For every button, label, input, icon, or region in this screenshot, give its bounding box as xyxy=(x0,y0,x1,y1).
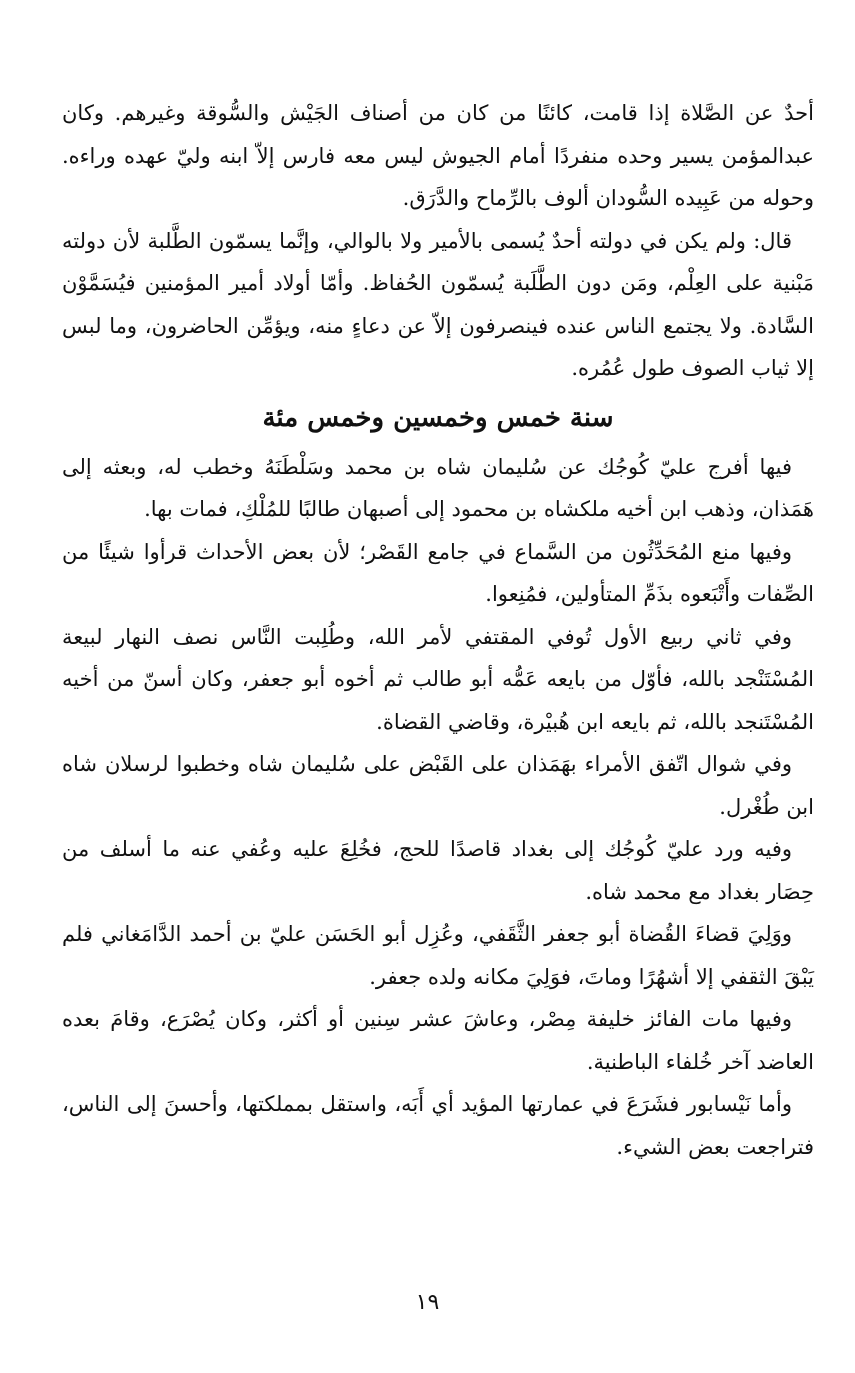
body-section xyxy=(62,446,814,1169)
book-page xyxy=(62,92,814,1168)
paragraph: وفيها مات الفائز خليفة مِصْر، وعاشَ عشر سِنين أو أكثر، وكان يُصْرَع، وقامَ بعده العاضد آخر خُلفاء الباطنية. xyxy=(62,1007,814,1074)
paragraph: وأما نَيْسابور فشَرَعَ في عمارتها المؤيد أي أَبَه، واستقل بمملكتها، وأحسنَ إلى الناس، فتراجعت بعض الشيء. xyxy=(62,1092,814,1159)
paragraph: وفيه ورد عليّ كُوجُك إلى بغداد قاصدًا للحج، فخُلِعَ عليه وعُفي عنه ما أسلف من حِصَار بغداد مع محمد شاه. xyxy=(62,837,814,904)
paragraph: قال: ولم يكن في دولته أحدٌ يُسمى بالأمير ولا بالوالي، وإنَّما يسمّون الطَّلبة لأن دولته مَبْنية على العِلْم، ومَن دون الطَّلَبة يُسمّون الحُفاظ. وأمّا أولاد أمير المؤمنين فيُسَمَّوْن السَّادة. ولا يجتمع الناس عنده فينصرفون إلاّ عن دعاءٍ منه، ويؤمِّن الحاضرون، وما لبس إلا ثياب الصوف طول عُمُره. xyxy=(62,228,814,380)
paragraph: وفي شوال اتّفق الأمراء بهَمَذان على القَبْض على سُليمان شاه وخطبوا لرسلان شاه ابن طُغْرل. xyxy=(62,752,814,819)
paragraph: وفي ثاني ربيع الأول تُوفي المقتفي لأمر الله، وطُلِبت النَّاس نصف النهار لبيعة المُسْتَنْجد بالله، فأوّل من بايعه عَمُّه أبو طالب ثم أخوه أبو جعفر، وكان أسنّ من أخيه المُسْتَنجد بالله، ثم بايعه ابن هُبيْرة، وقاضي القضاة. xyxy=(62,624,814,734)
paragraph: ووَلِيَ قضاءَ القُضاة أبو جعفر الثَّقَفي، وعُزِل أبو الحَسَن عليّ بن أحمد الدَّامَغاني فلم يَبْقَ الثقفي إلا أشهُرًا وماتَ، فوَلِيَ مكانه ولده جعفر. xyxy=(62,922,814,989)
paragraph: فيها أفرج عليّ كُوجُك عن سُليمان شاه بن محمد وسَلْطَنَهُ وخطب له، وبعثه إلى هَمَذان، وذهب ابن أخيه ملكشاه بن محمود إلى أصبهان طالبًا للمُلْكِ، فمات بها. xyxy=(62,454,814,521)
section-heading: سنة خمس وخمسين وخمس مئة xyxy=(262,402,614,433)
paragraph: أحدٌ عن الصَّلاة إذا قامت، كائنًا من كان من أصناف الجَيْش والسُّوقة وغيرهم. وكان عبدالمؤمن يسير وحده منفردًا أمام الجيوش ليس معه فارس إلاّ ابنه وليّ عهده وراءه. وحوله من عَبِيده السُّودان ألوف بالرِّماح والدَّرَق. xyxy=(62,101,814,210)
page-number: ١٩ xyxy=(415,1290,440,1315)
top-section xyxy=(62,92,814,390)
paragraph: وفيها منع المُحَدِّثُون من السَّماع في جامع القَصْر؛ لأن بعض الأحداث قرأوا شيئًا من الصِّفات وأَتْبَعوه بذَمِّ المتأولين، فمُنِعوا. xyxy=(62,539,814,606)
